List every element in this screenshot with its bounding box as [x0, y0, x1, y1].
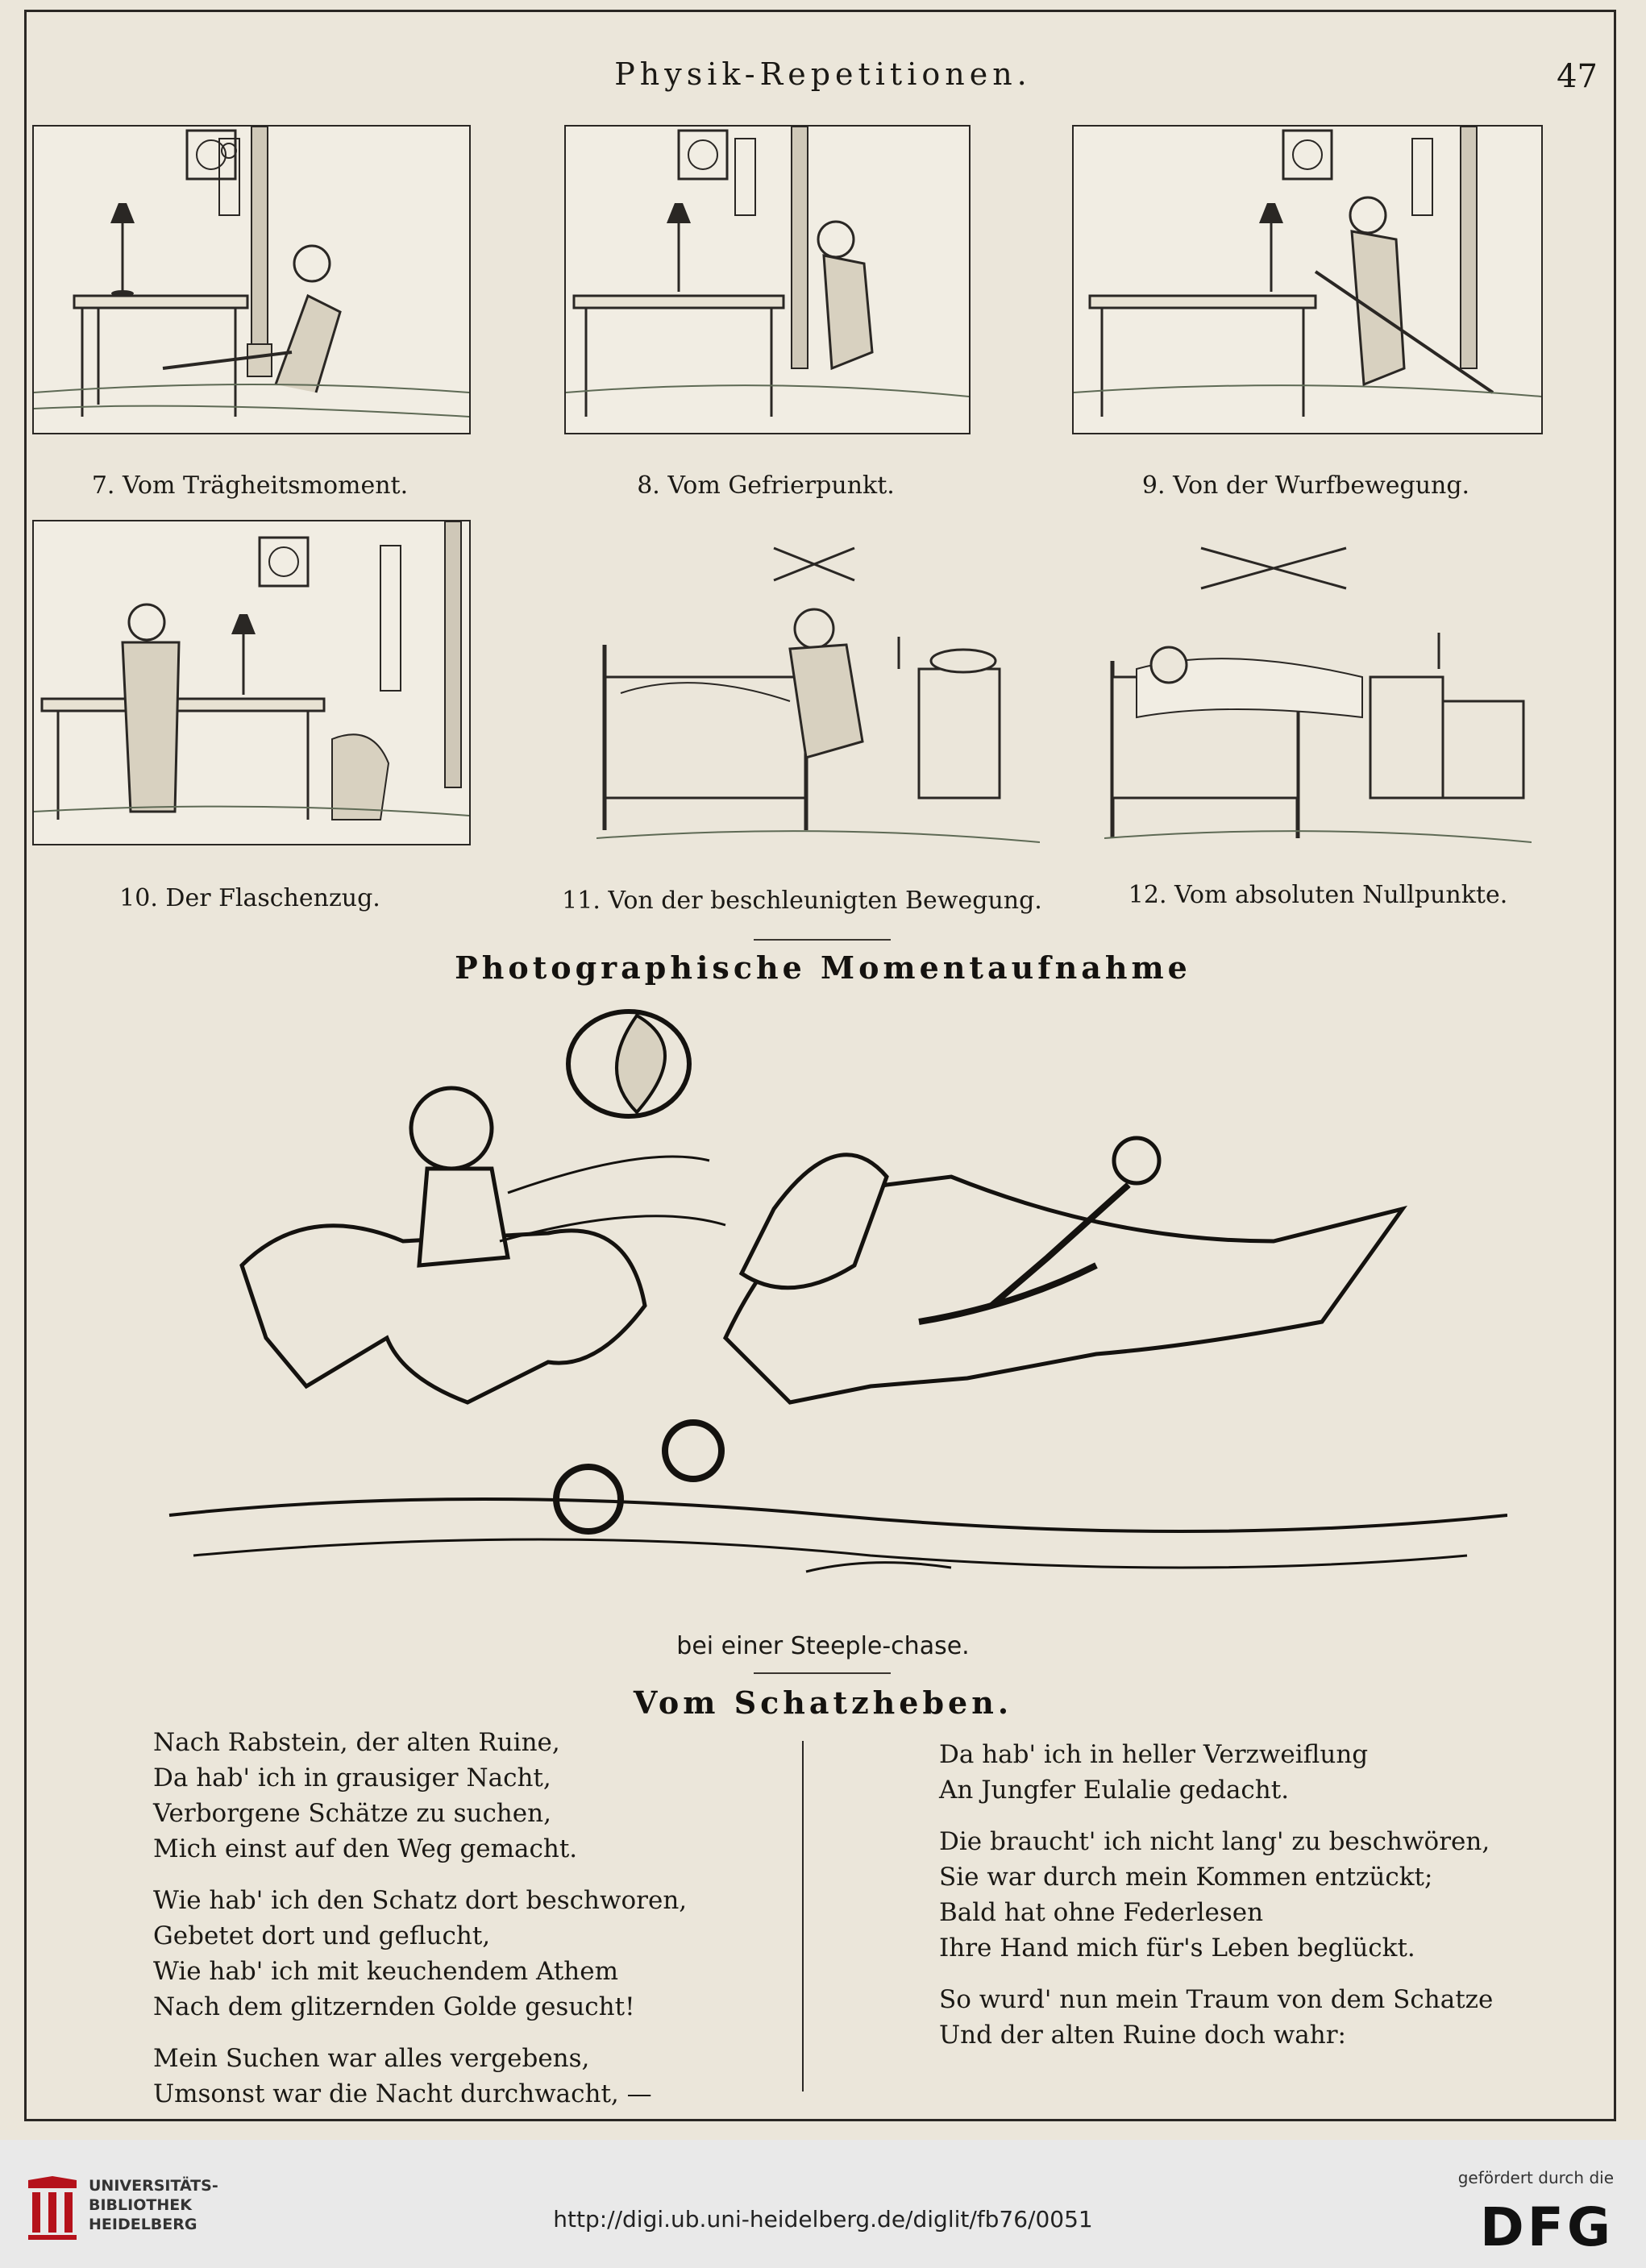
panel-caption-7: 7. Vom Trägheitsmoment.: [91, 471, 409, 500]
section-rule-top: [754, 939, 891, 941]
page-title: Physik-Repetitionen.: [614, 56, 1032, 92]
poem-line: Nach dem glitzernden Golde gesucht!: [153, 1992, 635, 2021]
poem-stanza: [939, 1737, 1493, 1808]
poem-line: Und der alten Ruine doch wahr:: [939, 2021, 1346, 2050]
institution-line: HEIDELBERG: [89, 2216, 197, 2233]
poem-line: Gebetet dort und geflucht,: [153, 1921, 491, 1950]
poem-line: Die braucht' ich nicht lang' zu beschwören,: [939, 1827, 1490, 1856]
poem-right-column: [939, 1737, 1493, 2069]
panel-caption-9: 9. Von der Wurfbewegung.: [1141, 471, 1470, 500]
poem-line: Verborgene Schätze zu suchen,: [153, 1799, 551, 1828]
poem-line: An Jungfer Eulalie gedacht.: [939, 1776, 1290, 1805]
photo-section-title: Photographische Momentaufnahme: [455, 949, 1191, 986]
page-number: 47: [1557, 58, 1598, 95]
section-rule-poem: [754, 1672, 891, 1674]
poem-line: Umsonst war die Nacht durchwacht, —: [153, 2079, 652, 2108]
panel-caption-8: 8. Vom Gefrierpunkt.: [637, 471, 895, 500]
poem-line: So wurd' nun mein Traum von dem Schatze: [939, 1985, 1494, 2014]
illustration-panel-11: [596, 532, 1040, 854]
poem-line: Ihre Hand mich für's Leben beglückt.: [939, 1934, 1415, 1963]
poem-line: Da hab' ich in heller Verzweiflung: [939, 1740, 1369, 1769]
funded-by-label: gefördert durch die: [1457, 2168, 1614, 2187]
poem-stanza: [153, 1725, 687, 1867]
poem-line: Wie hab' ich den Schatz dort beschworen,: [153, 1886, 688, 1915]
sleeping-illustration: [1104, 532, 1532, 854]
illustration-panel-7: [32, 125, 471, 434]
illustration-panel-9: [1072, 125, 1543, 434]
poem-line: Da hab' ich in grausiger Nacht,: [153, 1763, 551, 1792]
poem-line: Sie war durch mein Kommen entzückt;: [939, 1863, 1433, 1892]
pulley-illustration: [34, 521, 469, 844]
illustration-panel-8: [564, 125, 971, 434]
poem-line: Bald hat ohne Federlesen: [939, 1898, 1264, 1927]
institution-line: UNIVERSITÄTS-: [89, 2177, 218, 2195]
institution-line: BIBLIOTHEK: [89, 2196, 192, 2214]
panel-caption-12: 12. Vom absoluten Nullpunkte.: [1128, 881, 1508, 909]
poem-left-column: [153, 1725, 687, 2128]
poem-stanza: [939, 1824, 1493, 1966]
poem-title: Vom Schatzheben.: [633, 1684, 1013, 1721]
dfg-logo: DFG: [1479, 2196, 1614, 2258]
poem-line: Nach Rabstein, der alten Ruine,: [153, 1728, 560, 1757]
poem-stanza: [153, 1883, 687, 2025]
steeple-chase-caption: bei einer Steeple-chase.: [676, 1632, 970, 1660]
poem-line: Wie hab' ich mit keuchendem Athem: [153, 1957, 618, 1986]
poem-line: Mein Suchen war alles vergebens,: [153, 2044, 590, 2073]
throwing-motion-illustration: [1074, 127, 1541, 433]
steeple-chase-illustration: [145, 999, 1507, 1612]
viewer-footer: [0, 2140, 1646, 2268]
poem-stanza: [153, 2041, 687, 2112]
panel-caption-10: 10. Der Flaschenzug.: [119, 884, 380, 912]
poem-column-divider: [802, 1741, 804, 2091]
illustration-panel-12: [1104, 532, 1532, 854]
study-room-illustration: [34, 127, 469, 433]
bedroom-undressing-illustration: [596, 532, 1040, 854]
poem-line: Mich einst auf den Weg gemacht.: [153, 1834, 578, 1863]
poem-stanza: [939, 1982, 1493, 2053]
source-url-link[interactable]: http://digi.ub.uni-heidelberg.de/diglit/fb76/0051: [553, 2206, 1093, 2233]
freezing-scholar-illustration: [566, 127, 969, 433]
horse-race-drawing: [145, 999, 1507, 1612]
panel-caption-11: 11. Von der beschleunigten Bewegung.: [562, 887, 1042, 915]
illustration-panel-10: [32, 520, 471, 845]
